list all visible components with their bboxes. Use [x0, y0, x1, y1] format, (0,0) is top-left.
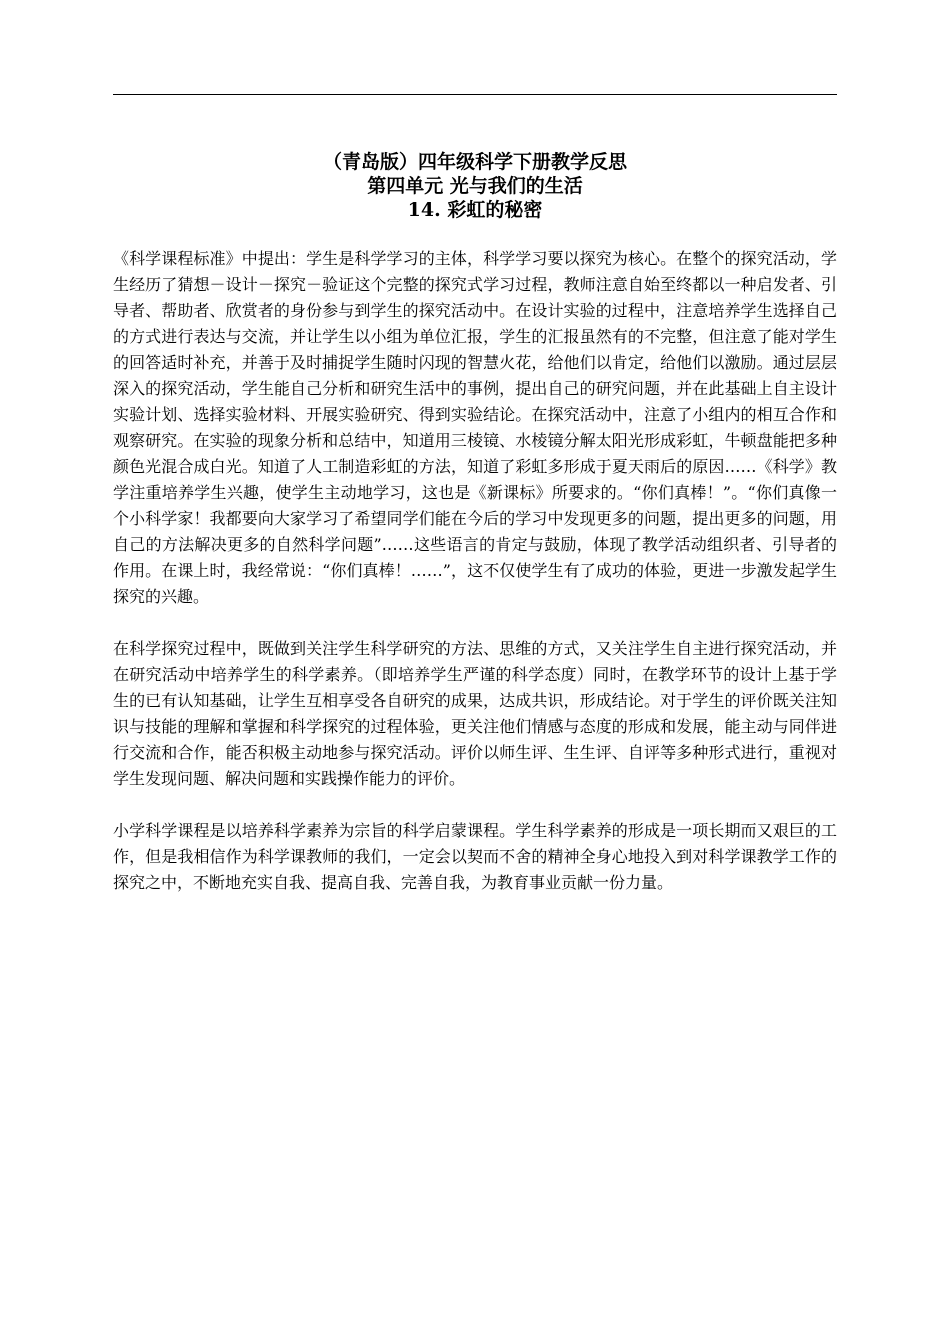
paragraph-conclusion: 小学科学课程是以培养科学素养为宗旨的科学启蒙课程。学生科学素养的形成是一项长期而又艰巨的工作，但是我相信作为科学课教师的我们，一定会以契而不舍的精神全身心地投入到对科学课教学工作的探究之中，不断地充实自我、提高自我、完善自我，为教育事业贡献一份力量。	[113, 821, 837, 892]
title-line-lesson: 14. 彩虹的秘密	[407, 199, 543, 221]
paragraph-inquiry-process: 在科学探究过程中，既做到关注学生科学研究的方法、思维的方式，又关注学生自主进行探究活动，并在研究活动中培养学生的科学素养。（即培养学生严谨的科学态度）同时，在教学环节的设计上基于学生的已有认知基础，让学生互相享受各自研究的成果，达成共识，形成结论。对于学生的评价既关注知识与技能的理解和掌握和科学探究的过程体验，更关注他们情感与态度的形成和发展，能主动与同伴进行交流和合作，能否积极主动地参与探究活动。评价以师生评、生生评、自评等多种形式进行，重视对学生发现问题、解决问题和实践操作能力的评价。	[113, 639, 837, 788]
document-body	[113, 246, 837, 922]
paragraph-curriculum-standard: 《科学课程标准》中提出：学生是科学学习的主体，科学学习要以探究为核心。在整个的探究活动，学生经历了猜想－设计－探究－验证这个完整的探究式学习过程，教师注意自始至终都以一种启发者、引导者、帮助者、欣赏者的身份参与到学生的探究活动中。在设计实验的过程中，注意培养学生选择自己的方式进行表达与交流，并让学生以小组为单位汇报，学生的汇报虽然有的不完整，但注意了能对学生的回答适时补充，并善于及时捕捉学生随时闪现的智慧火花，给他们以肯定，给他们以激励。通过层层深入的探究活动，学生能自己分析和研究生活中的事例，提出自己的研究问题，并在此基础上自主设计实验计划、选择实验材料、开展实验研究、得到实验结论。在探究活动中，注意了小组内的相互合作和观察研究。在实验的现象分析和总结中，知道用三棱镜、水棱镜分解太阳光形成彩虹，牛顿盘能把多种颜色光混合成白光。知道了人工制造彩虹的方法，知道了彩虹多形成于夏天雨后的原因……《科学》教学注重培养学生兴趣，使学生主动地学习，这也是《新课标》所要求的。“你们真棒！”。“你们真像一个小科学家！我都要向大家学习了希望同学们能在今后的学习中发现更多的问题，提出更多的问题，用自己的方法解决更多的自然科学问题”……这些语言的肯定与鼓励，体现了教学活动组织者、引导者的作用。在课上时，我经常说：“你们真棒！……”，这不仅使学生有了成功的体验，更进一步激发起学生探究的兴趣。	[113, 249, 837, 606]
document-title	[113, 150, 837, 222]
title-line-series: （青岛版）四年级科学下册教学反思	[322, 151, 627, 173]
title-line-unit: 第四单元 光与我们的生活	[367, 175, 583, 197]
header-divider	[113, 94, 837, 95]
